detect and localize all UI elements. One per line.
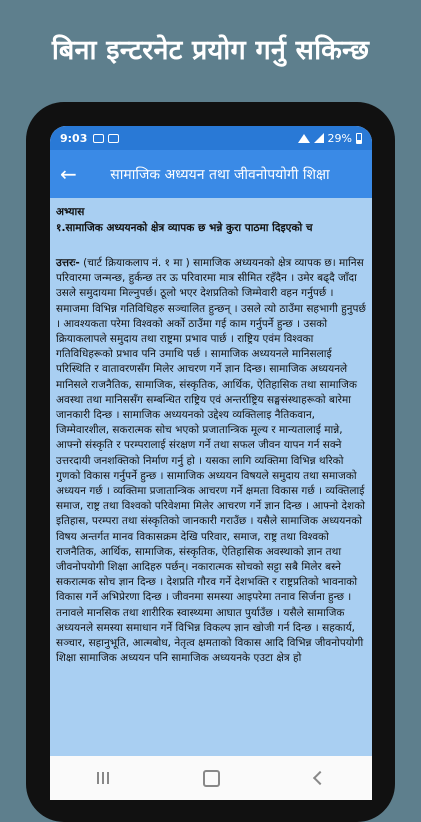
battery-percent: 29% <box>327 131 352 145</box>
signal-icon <box>314 133 324 143</box>
answer-label: उत्तरः- <box>56 257 80 269</box>
promo-headline: बिना इन्टरनेट प्रयोग गर्नु सकिन्छ <box>51 35 370 66</box>
status-time: 9:03 <box>60 131 88 145</box>
page-title: सामाजिक अध्ययन तथा जीवनोपयोगी शिक्षा <box>110 166 330 183</box>
answer-paragraph <box>56 256 366 666</box>
gallery-notification-icon <box>93 134 104 143</box>
app-notification-icon <box>108 134 119 143</box>
answer-text: (चार्ट क्रियाकलाप नं. १ मा ) सामाजिक अध्ययनको क्षेत्र व्यापक छ। मानिस परिवारमा जन्मन्छ, हुर्कन्छ तर ऊ परिवारमा मात्र सीमित रहँदैन । उमेर बढ्दै जाँदा उसले समुदायमा मिल्नुपर्छ। ठूलो भएर देशप्रतिको जिम्मेवारी वहन गर्नुपर्छ । समाजमा विभिन्न गतिविधिहरु सञ्चालित हुन्छन् । उसले त्यो ठाउँमा सहभागी हुनुपर्छ । आवश्यकता परेमा विश्वको अर्को ठाउँमा गई काम गर्नुपर्ने हुन्छ । उसको क्रियाकलापले समुदाय तथा राष्ट्रमा प्रभाव पार्छ । राष्ट्रिय एवंम विश्वका गतिविधिहरूको प्रभाव पनि उमाथि पर्छ । सामाजिक अध्ययनले मानिसलाई परिस्थिति र वातावरणसँग मिलेर आचरण गर्ने ज्ञान दिन्छ। सामाजिक अध्ययनले मानिसले राजनैतिक, सामाजिक, संस्कृतिक, आर्थिक, ऐतिहासिक तथा सामाजिक अवस्था तथा मानिससँग सम्बन्धित राष्ट्रिय एवं अन्तर्राष्ट्रिय सङ्घसंस्थाहरूको बारेमा जानकारी दिन्छ । सामाजिक अध्ययनको उद्देश्य व्यक्तिलाइ नैतिकवान, जिम्मेवारशील, सकरात्मक सोच भएको प्रजातान्त्रिक मूल्य र मान्यतालाई मान्ने, आफ्नो संस्कृति र परम्परालाई संरक्षण गर्ने तथा सफल जीवन यापन गर्न सक्ने उत्तरदायी जनशक्तिको निर्माण गर्नु हो । यसका लागि व्यक्तिमा विभिन्न थरिको गुणको विकास गर्नुपर्ने हुन्छ । सामाजिक अध्ययन विषयले समुदाय तथा समाजको अध्ययन गर्छ । व्यक्तिमा प्रजातान्त्रिक आचरण गर्ने क्षमता विकास गर्छ । व्यक्तिलाई समाज, राष्ट्र तथा विश्वको परिवेशमा मिलेर आचरण गर्ने ज्ञान दिन्छ । आफ्नो देशको इतिहास, परम्परा तथा संस्कृतिको जानकारी गराउँछ । यसैले सामाजिक अध्ययनको विषय अन्तर्गत मानव विकासक्रम देखि परिवार, समाज, राष्ट्र तथा विश्वको राजनैतिक, आर्थिक, सामाजिक, संस्कृतिक, ऐतिहासिक अवस्थाको ज्ञान तथा जीवनोपयोगी शिक्षा आदिहरु पर्छन्। नकारात्मक सोचको सट्टा सबै मिलेर बस्ने सकरात्मक सोच ज्ञान दिन्छ । देशप्रति गौरव गर्ने देशभक्ति र राष्ट्रप्रतिको भावनाको विकास गर्ने अभिप्रेरणा दिन्छ । जीवनमा समस्या आइपरेमा तनाव सिर्जना हुन्छ । तनावले मानसिक तथा शारीरिक स्वास्थ्यमा आघात पुर्याउँछ । यसैले सामाजिक अध्ययनले समस्या समाधान गर्ने विभिन्न विकल्प ज्ञान खोजी गर्न दिन्छ । सहकार्य, सञ्चार, सहानुभूति, आत्मबोध, नेतृत्व क्षमताको विकास आदि विभिन्न जीवनोपयोगी शिक्षा सामाजिक अध्ययन पनि सामाजिक अध्ययनके एउटा क्षेत्र हो <box>56 257 366 665</box>
arrow-left-icon[interactable]: ← <box>60 162 77 186</box>
battery-icon <box>356 133 362 144</box>
wifi-icon <box>298 134 310 143</box>
system-nav-bar <box>50 756 372 800</box>
status-bar <box>50 126 372 150</box>
app-bar <box>50 150 372 198</box>
phone-screen <box>50 126 372 800</box>
recent-apps-icon[interactable] <box>97 772 109 784</box>
lesson-content[interactable] <box>50 198 372 756</box>
chevron-left-icon[interactable] <box>313 771 327 785</box>
question-text: १.सामाजिक अध्ययनको क्षेत्र व्यापक छ भन्ने कुरा पाठमा दिइएको च <box>56 222 313 234</box>
status-right <box>298 132 362 145</box>
section-heading: अभ्यास <box>56 206 85 218</box>
home-icon[interactable] <box>203 770 220 787</box>
